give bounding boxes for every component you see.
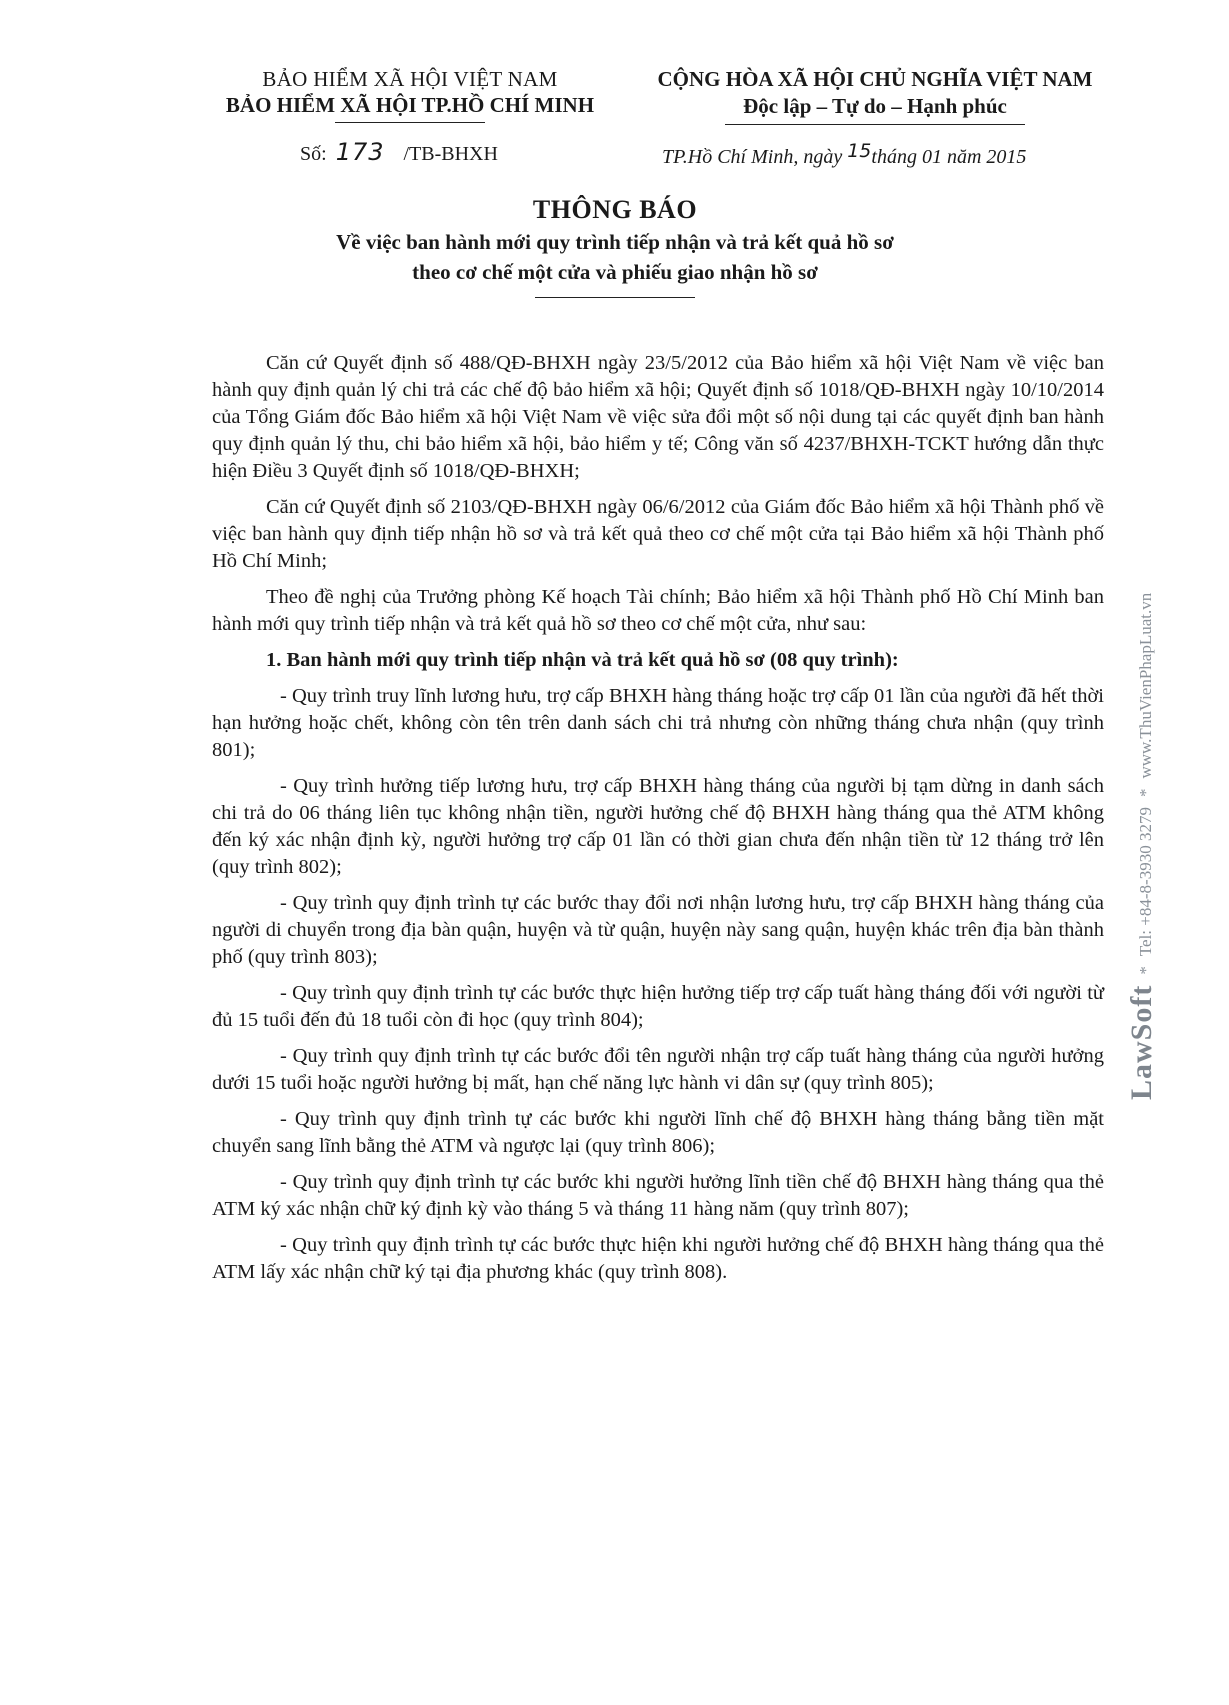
list-item: - Quy trình quy định trình tự các bước thực hiện hưởng tiếp trợ cấp tuất hàng tháng đối với người từ đủ 15 tuổi đến đủ 18 tuổi còn đi học (quy trình 804); bbox=[212, 982, 1104, 1031]
issuing-organization: BẢO HIỂM XÃ HỘI TP.HỒ CHÍ MINH bbox=[225, 93, 595, 117]
title-block bbox=[220, 193, 1010, 298]
watermark-phone: Tel: +84-8-3930 3279 bbox=[1136, 807, 1155, 957]
watermark: LawSoft*Tel: +84-8-3930 3279*www.ThuVienPhapLuat.vn bbox=[1125, 592, 1158, 1100]
issuer-divider bbox=[335, 122, 485, 123]
document-number bbox=[300, 138, 498, 166]
document-number-handwritten: 173 bbox=[335, 138, 385, 166]
paragraph-proposal: Theo đề nghị của Trưởng phòng Kế hoạch Tài chính; Bảo hiểm xã hội Thành phố Hồ Chí Minh ban hành mới quy trình tiếp nhận và trả kết quả hồ sơ theo cơ chế một cửa, như sau: bbox=[212, 586, 1104, 635]
watermark-site: www.ThuVienPhapLuat.vn bbox=[1136, 592, 1155, 779]
document-number-label: Số: bbox=[300, 143, 327, 165]
national-motto: Độc lập – Tự do – Hạnh phúc bbox=[743, 94, 1007, 118]
paragraph-legal-basis-1: Căn cứ Quyết định số 488/QĐ-BHXH ngày 23/5/2012 của Bảo hiểm xã hội Việt Nam về việc ban hành quy định quản lý chi trả các chế độ bảo hiểm xã hội; Quyết định số 1018/QĐ-BHXH ngày 10/10/2014 của Tổng Giám đốc Bảo hiểm xã hội Việt Nam về việc sửa đổi một số nội dung tại các quyết định ban hành quy định quản lý thu, chi bảo hiểm xã hội, bảo hiểm y tế; Công văn số 4237/BHXH-TCKT hướng dẫn thực hiện Điều 3 Quyết định số 1018/QĐ-BHXH; bbox=[212, 352, 1104, 482]
document-subject-line-2: theo cơ chế một cửa và phiếu giao nhận hồ sơ bbox=[412, 260, 818, 284]
watermark-brand: LawSoft bbox=[1125, 984, 1158, 1100]
issue-date-prefix: TP.Hồ Chí Minh, ngày bbox=[662, 146, 843, 168]
issue-date-day-handwritten: 15 bbox=[847, 140, 872, 162]
list-item: - Quy trình quy định trình tự các bước khi người lĩnh chế độ BHXH hàng tháng bằng tiền mặt chuyển sang lĩnh bằng thẻ ATM và ngược lại (quy trình 806); bbox=[212, 1108, 1104, 1157]
list-item: - Quy trình quy định trình tự các bước thay đổi nơi nhận lương hưu, trợ cấp BHXH hàng tháng của người di chuyển trong địa bàn quận, huyện và từ quận, huyện này sang quận, huyện khác trên địa bàn thành phố (quy trình 803); bbox=[212, 892, 1104, 968]
title-divider bbox=[535, 297, 695, 298]
document-subject-line-1: Về việc ban hành mới quy trình tiếp nhận và trả kết quả hồ sơ bbox=[336, 230, 894, 254]
document-number-suffix: /TB-BHXH bbox=[403, 143, 498, 165]
issue-date-suffix: tháng 01 năm 2015 bbox=[871, 146, 1027, 168]
list-item: - Quy trình truy lĩnh lương hưu, trợ cấp BHXH hàng tháng hoặc trợ cấp 01 lần của người đã hết thời hạn hưởng hoặc chết, không còn tên trên danh sách chi trả nhưng còn những tháng chưa nhận (quy trình 801); bbox=[212, 685, 1104, 761]
list-item: - Quy trình quy định trình tự các bước đổi tên người nhận trợ cấp tuất hàng tháng của người hưởng dưới 15 tuổi hoặc người hưởng bị mất, hạn chế năng lực hành vi dân sự (quy trình 805); bbox=[212, 1045, 1104, 1094]
document-title: THÔNG BÁO bbox=[532, 195, 698, 224]
motto-divider bbox=[725, 124, 1025, 125]
issuer-block bbox=[190, 66, 630, 123]
national-header bbox=[630, 66, 1120, 125]
list-item: - Quy trình quy định trình tự các bước khi người hưởng lĩnh tiền chế độ BHXH hàng tháng qua thẻ ATM ký xác nhận chữ ký định kỳ vào tháng 5 và tháng 11 hàng năm (quy trình 807); bbox=[212, 1171, 1104, 1220]
list-item: - Quy trình quy định trình tự các bước thực hiện khi người hưởng chế độ BHXH hàng tháng qua thẻ ATM lấy xác nhận chữ ký tại địa phương khác (quy trình 808). bbox=[212, 1234, 1104, 1283]
nation-name: CỘNG HÒA XÃ HỘI CHỦ NGHĨA VIỆT NAM bbox=[657, 67, 1093, 91]
section-heading-1: 1. Ban hành mới quy trình tiếp nhận và trả kết quả hồ sơ (08 quy trình): bbox=[266, 649, 899, 671]
parent-organization: BẢO HIỂM XÃ HỘI VIỆT NAM bbox=[262, 67, 558, 91]
issue-date bbox=[662, 140, 1026, 169]
list-item: - Quy trình hưởng tiếp lương hưu, trợ cấp BHXH hàng tháng của người bị tạm dừng in danh sách chi trả do 06 tháng liên tục không nhận tiền, người hưởng chế độ BHXH hàng tháng qua thẻ ATM không đến ký xác nhận định kỳ, người hưởng trợ cấp 01 lần có thời gian chưa đến nhận tiền từ 12 tháng trở lên (quy trình 802); bbox=[212, 775, 1104, 878]
document-body bbox=[212, 350, 1104, 1295]
paragraph-legal-basis-2: Căn cứ Quyết định số 2103/QĐ-BHXH ngày 06/6/2012 của Giám đốc Bảo hiểm xã hội Thành phố về việc ban hành quy định tiếp nhận hồ sơ và trả kết quả theo cơ chế một cửa tại Bảo hiểm xã hội Thành phố Hồ Chí Minh; bbox=[212, 496, 1104, 572]
